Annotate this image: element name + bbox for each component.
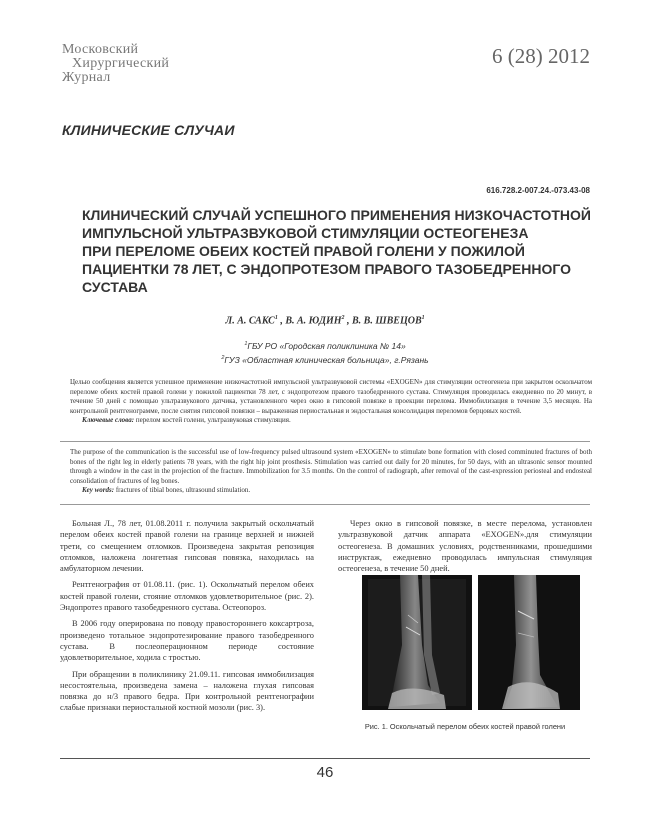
abstract-text: Целью сообщения является успешное применение низкочастотной импульсной ультразвуковой системы «EXOGEN» для стимуляции остеогенеза при закрытом оскольчатом переломе обеих костей правой голени у пожилой пациентки 78 лет, с эндопротезом правого тазобедренного сустава. Стимуляция проводилась ежедневно по 20 минут, в течение 50 дней с помощью ультразвукового датчика, установленного через окно в гипсовой повязке в проекции перелома. Иммобилизация в течение 3,5 месяцев. На контрольной рентгенограмме, после снятия гипсовой повязки – выраженная периостальная и эндостальная консолидация переломов берцовых костей. [70,378,592,415]
divider [60,441,590,442]
xray-image-frontal [362,575,472,710]
authors: Л. А. САКС$^1$ , В. А. ЮДИН$^2$ , В. В. ШВЕЦОВ$^1$ [225,315,425,327]
divider [60,504,590,505]
paragraph: При обращении в поликлинику 21.09.11. гипсовая иммобилизация несостоятельна, произведена замена – наложена глухая гипсовая повязка до н/3 правого бедра. При контрольной рентгенографии слабые признаки периостальной костной мозоли (рис. 3). [60,669,314,713]
paragraph: Через окно в гипсовой повязке, в месте перелома, установлен ультразвуковой датчик аппарата «EXOGEN».для стимуляции остеогенеза. В домашних условиях, родственниками, прошедшими инструктаж, ежедневно проводилась импульсная стимуляция остеогенеза, в течение 50 дней. [338,519,592,574]
author-sup: 2 [341,315,345,321]
keywords: fractures of tibial bones, ultrasound stimulation. [115,486,251,495]
title-line: КЛИНИЧЕСКИЙ СЛУЧАЙ УСПЕШНОГО ПРИМЕНЕНИЯ НИЗКОЧАСТОТНОЙ [82,207,591,223]
affil-sup: 2 [221,354,225,361]
author-name: В. А. ЮДИН [285,315,342,327]
figure-caption: Рис. 1. Оскольчатый перелом обеих костей правой голени [364,722,566,731]
keywords-label: Key words: [82,486,115,495]
issue-number: 6 (28) 2012 [492,44,590,68]
keywords: перелом костей голени, ультразвуковая стимуляция. [135,416,291,425]
abstract-text: The purpose of the communication is the successful use of low-frequency pulsed ultrasound system «EXOGEN» to stimulate bone formation with closed comminuted fractures of both bones of the right leg in elderly patients 78 years, with the right hip joint prosthesis. Stimulation was carried out daily for 20 minutes, for 50 days, with an ultrasonic sensor mounted through a window in the cast in the projection of the fracture. Immobilization for 3.5 months. On the control of radiograph, after removal of the cast-expression periosteal and endosteal consolidation of fractures of leg bones. [70,448,592,485]
journal-name-line1: Московский [62,42,139,57]
journal-logo [62,42,192,92]
xray-image-lateral [478,575,580,710]
abstract-english [70,448,592,496]
author-name: В. В. ШВЕЦОВ [352,315,422,327]
author-sup: 1 [421,315,425,321]
title-line: ПРИ ПЕРЕЛОМЕ ОБЕИХ КОСТЕЙ ПРАВОЙ ГОЛЕНИ У ПОЖИЛОЙ [82,243,525,259]
journal-name-line3: Журнал [62,70,111,85]
footer-rule [60,758,590,759]
paragraph: Рентгенография от 01.08.11. (рис. 1). Оскольчатый перелом обеих костей правой голени, стояние отломков удовлетворительное (рис. 2). Эндопротез правого тазобедренного сустава. Остеопороз. [60,580,314,613]
title-line: ИМПУЛЬСНОЙ УЛЬТРАЗВУКОВОЙ СТИМУЛЯЦИИ ОСТЕОГЕНЕЗА [82,225,529,241]
title-line: ПАЦИЕНТКИ 78 ЛЕТ, С ЭНДОПРОТЕЗОМ ПРАВОГО ТАЗОБЕДРЕННОГО [82,261,571,277]
abstract-russian [70,378,592,426]
affiliations [0,338,650,366]
affil-sup: 1 [244,341,248,347]
figure-xray [362,575,580,710]
udc-code: 616.728.2-007.24.-073.43-08 [486,186,590,195]
paragraph: В 2006 году оперирована по поводу правостороннего коксартроза, произведено тотальное эндопротезирование правого тазобедренного сустава. В послеоперационном периоде состояние удовлетворительное, ходила с тростью. [60,619,314,663]
author-sup: 1 [274,315,278,321]
title-line: СУСТАВА [82,279,148,295]
article-title [82,206,602,296]
section-rubric: КЛИНИЧЕСКИЕ СЛУЧАИ [62,122,235,138]
journal-name-line2: Хирургический [72,56,170,71]
affiliation: ГБУ РО «Городская поликлиника № 14» [247,340,406,351]
affiliation: ГУЗ «Областная клиническая больница», г.Рязань [224,354,429,365]
body-column-right [338,518,592,579]
page-number: 46 [316,764,334,781]
author-name: Л. А. САКС [225,315,275,327]
keywords-label: Ключевые слова: [82,416,135,425]
body-column-left [60,518,314,719]
paragraph: Больная Л., 78 лет, 01.08.2011 г. получила закрытый оскольчатый перелом обеих костей правой голени на границе верхней и нижней трети, со смещением отломков. Произведена закрытая репозиция отломков, наложена лонгетная гипсовая повязка, находилась на амбулаторном лечении. [60,519,314,574]
